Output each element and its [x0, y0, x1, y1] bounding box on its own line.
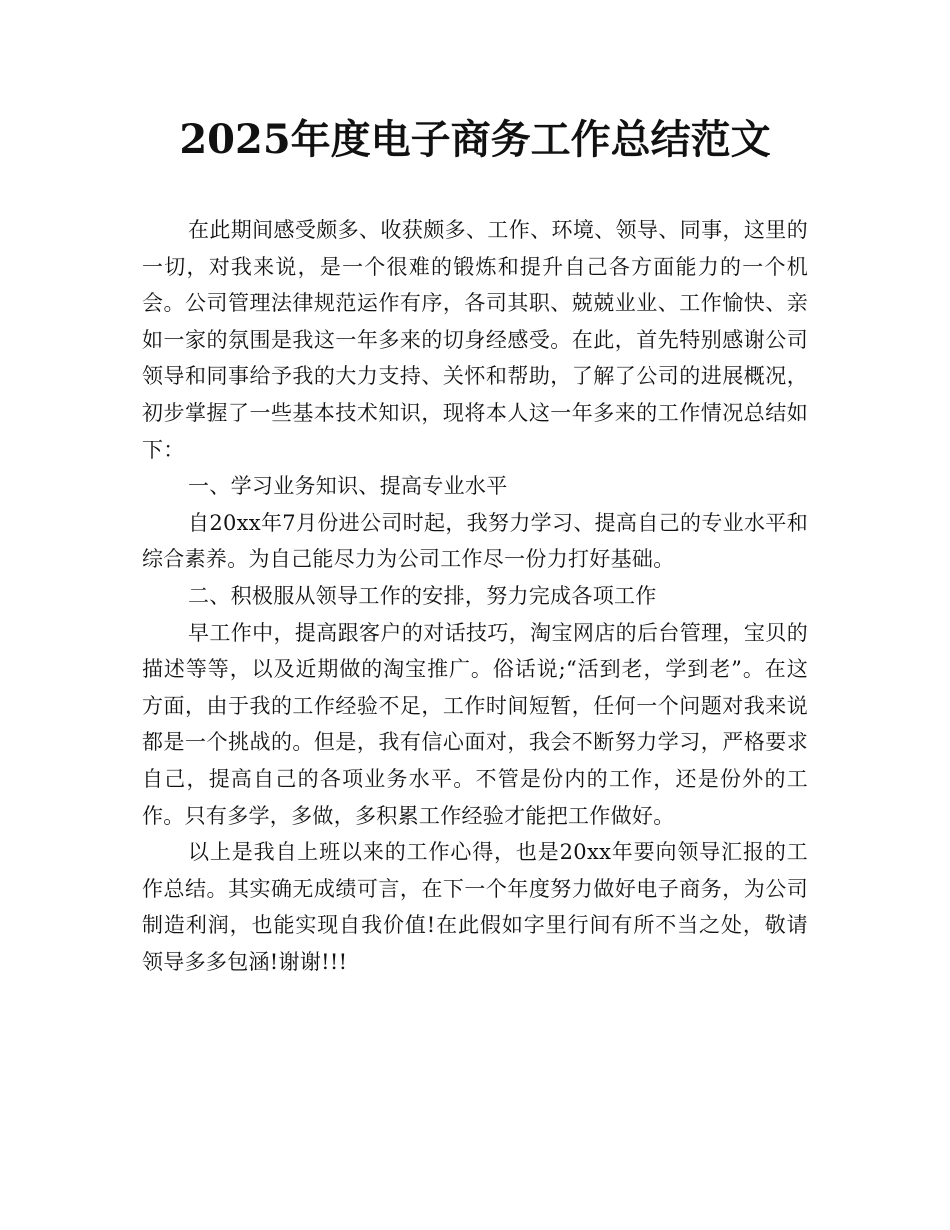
paragraph-conclusion: 以上是我自上班以来的工作心得，也是20xx年要向领导汇报的工作总结。其实确无成绩可言，在下一个年度努力做好电子商务，为公司制造利润，也能实现自我价值!在此假如字里行间有所不当之处，敬请领导多多包涵!谢谢!!!	[142, 840, 808, 974]
paragraph-section-1: 自20xx年7月份进公司时起，我努力学习、提高自己的专业水平和综合素养。为自己能尽力为公司工作尽一份力打好基础。	[142, 510, 808, 572]
document-body	[142, 212, 808, 980]
section-heading-2: 二、积极服从领导工作的安排，努力完成各项工作	[188, 583, 657, 608]
document-title: 2025年度电子商务工作总结范文	[179, 116, 771, 163]
paragraph-section-2: 早工作中，提高跟客户的对话技巧，淘宝网店的后台管理，宝贝的描述等等，以及近期做的淘宝推广。俗话说;“活到老，学到老”。在这方面，由于我的工作经验不足，工作时间短暂，任何一个问题对我来说都是一个挑战的。但是，我有信心面对，我会不断努力学习，严格要求自己，提高自己的各项业务水平。不管是份内的工作，还是份外的工作。只有多学，多做，多积累工作经验才能把工作做好。	[142, 620, 808, 828]
paragraph-intro: 在此期间感受颇多、收获颇多、工作、环境、领导、同事，这里的一切，对我来说，是一个很难的锻炼和提升自己各方面能力的一个机会。公司管理法律规范运作有序，各司其职、兢兢业业、工作愉快、亲如一家的氛围是我这一年多来的切身经感受。在此，首先特别感谢公司领导和同事给予我的大力支持、关怀和帮助，了解了公司的进展概况，初步掌握了一些基本技术知识，现将本人这一年多来的工作情况总结如下：	[142, 218, 808, 462]
section-heading-1: 一、学习业务知识、提高专业水平	[188, 474, 508, 499]
